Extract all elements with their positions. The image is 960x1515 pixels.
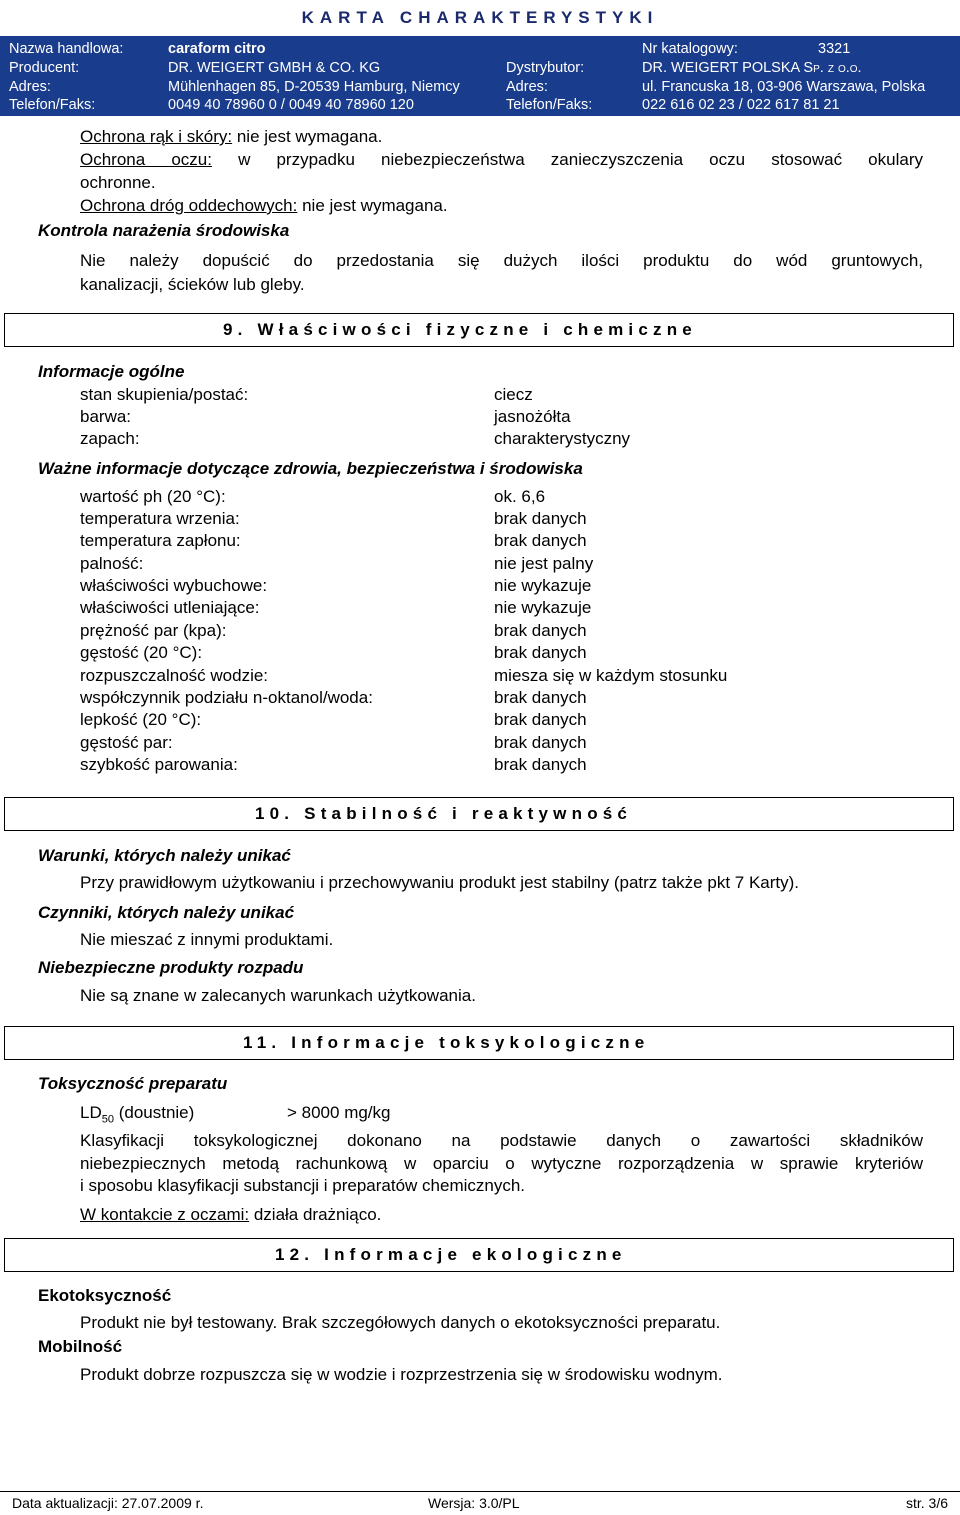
property-value: brak danych: [494, 531, 587, 550]
ecotoxicity-heading: Ekotoksyczność: [38, 1286, 172, 1305]
footer-version: Wersja: 3.0/PL: [428, 1495, 520, 1511]
eye-protection-line: [80, 150, 923, 170]
property-label: właściwości wybuchowe:: [80, 576, 268, 595]
producer-address-label: Adres:: [9, 79, 51, 95]
property-label: szybkość parowania:: [80, 755, 238, 774]
important-info-heading: Ważne informacje dotyczące zdrowia, bezpieczeństwa i środowiska: [38, 459, 583, 478]
ld-route: (doustnie): [113, 1103, 195, 1122]
producer-phone-value: 0049 40 78960 0 / 0049 40 78960 120: [168, 97, 414, 113]
general-info-heading: Informacje ogólne: [38, 362, 185, 381]
eye-contact-label: W kontakcie z oczami:: [80, 1205, 250, 1224]
classification-text-3: i sposobu klasyfikacji substancji i preparatów chemicznych.: [80, 1176, 526, 1195]
property-value: jasnożółta: [494, 407, 571, 426]
mobility-text: Produkt dobrze rozpuszcza się w wodzie i rozprzestrzenia się w środowisku wodnym.: [80, 1365, 723, 1384]
footer-page-number: str. 3/6: [905, 1495, 948, 1511]
property-value: brak danych: [494, 710, 587, 729]
distributor-label: Dystrybutor:: [506, 60, 585, 76]
respiratory-protection-label: Ochrona dróg oddechowych:: [80, 196, 298, 215]
env-control-text-1: Nie należy dopuścić do przedostania się dużych ilości produktu do wód gruntowych,: [80, 251, 923, 270]
eye-protection-text: w przypadku niebezpieczeństwa zanieczyszczenia oczu stosować okulary: [211, 150, 923, 169]
section-12-header: [4, 1238, 954, 1272]
env-control-text-2: kanalizacji, ścieków lub gleby.: [80, 275, 305, 294]
property-label: wartość ph (20 °C):: [80, 487, 226, 506]
distributor-phone-value: 022 616 02 23 / 022 617 81 21: [642, 97, 840, 113]
header-row-phone: [0, 97, 960, 117]
section-11-header: [4, 1026, 954, 1060]
property-label: stan skupienia/postać:: [80, 385, 249, 404]
property-value: brak danych: [494, 733, 587, 752]
header-row-producer: [0, 60, 960, 80]
distributor-phone-label: Telefon/Faks:: [506, 97, 593, 113]
property-value: brak danych: [494, 621, 587, 640]
property-label: zapach:: [80, 429, 140, 448]
eye-contact-text: działa drażniąco.: [249, 1205, 382, 1224]
avoid-factors-heading: Czynniki, których należy unikać: [38, 903, 295, 922]
header-info-band: [0, 36, 960, 116]
header-row-address: [0, 79, 960, 99]
ld50-value: > 8000 mg/kg: [287, 1103, 391, 1122]
hand-protection-text: nie jest wymagana.: [232, 127, 383, 146]
property-label: właściwości utleniające:: [80, 598, 260, 617]
avoid-conditions-text: Przy prawidłowym użytkowaniu i przechowywaniu produkt jest stabilny (patrz także pkt 7 Karty).: [80, 873, 800, 892]
property-value: nie wykazuje: [494, 598, 592, 617]
hand-protection-label: Ochrona rąk i skóry:: [80, 127, 233, 146]
section-11-title: 11. Informacje toksykologiczne: [243, 1033, 650, 1052]
section-10-title: 10. Stabilność i reaktywność: [255, 804, 633, 823]
property-value: brak danych: [494, 509, 587, 528]
producer-value: DR. WEIGERT GMBH & CO. KG: [168, 60, 381, 76]
property-value: nie wykazuje: [494, 576, 592, 595]
distributor-address-label: Adres:: [506, 79, 548, 95]
property-value: miesza się w każdym stosunku: [494, 666, 728, 685]
property-value: brak danych: [494, 688, 587, 707]
property-label: rozpuszczalność wodzie:: [80, 666, 269, 685]
footer-update-date: Data aktualizacji: 27.07.2009 r.: [12, 1495, 204, 1511]
distributor-value: DR. WEIGERT POLSKA Sp. z o.o.: [642, 60, 862, 76]
ecotoxicity-text: Produkt nie był testowany. Brak szczegółowych danych o ekotoksyczności preparatu.: [80, 1313, 721, 1332]
respiratory-protection-line: [80, 196, 448, 216]
header-row-name: [0, 41, 960, 61]
toxicity-heading: Toksyczność preparatu: [38, 1074, 228, 1093]
mobility-heading: Mobilność: [38, 1337, 123, 1356]
property-label: temperatura zapłonu:: [80, 531, 241, 550]
distributor-address-value: ul. Francuska 18, 03-906 Warszawa, Polska: [642, 79, 926, 95]
property-label: gęstość (20 °C):: [80, 643, 203, 662]
property-value: brak danych: [494, 755, 587, 774]
trade-name-label: Nazwa handlowa:: [9, 41, 124, 57]
eye-protection-label: Ochrona oczu:: [80, 150, 212, 169]
env-control-heading: Kontrola narażenia środowiska: [38, 221, 290, 240]
property-value: ok. 6,6: [494, 487, 546, 506]
decomposition-heading: Niebezpieczne produkty rozpadu: [38, 958, 304, 977]
property-label: barwa:: [80, 407, 132, 426]
eye-contact-line: [80, 1205, 381, 1225]
trade-name-value: caraform citro: [168, 41, 266, 57]
property-value: charakterystyczny: [494, 429, 631, 448]
document-title: KARTA CHARAKTERYSTYKI: [301, 8, 659, 27]
decomposition-text: Nie są znane w zalecanych warunkach użytkowania.: [80, 986, 476, 1005]
respiratory-protection-text: nie jest wymagana.: [297, 196, 448, 215]
ld50-label: [80, 1103, 194, 1125]
section-9-title: 9. Właściwości fizyczne i chemiczne: [223, 320, 697, 339]
property-value: nie jest palny: [494, 554, 594, 573]
section-9-header: [4, 313, 954, 347]
producer-label: Producent:: [9, 60, 80, 76]
property-label: palność:: [80, 554, 144, 573]
avoid-conditions-heading: Warunki, których należy unikać: [38, 846, 291, 865]
section-12-title: 12. Informacje ekologiczne: [275, 1245, 627, 1264]
producer-address-value: Mühlenhagen 85, D-20539 Hamburg, Niemcy: [168, 79, 460, 95]
classification-text-2: niebezpiecznych metodą rachunkową w oparciu o wytyczne rozporządzenia w sprawie kryteriów: [80, 1154, 923, 1173]
property-label: lepkość (20 °C):: [80, 710, 202, 729]
hand-protection-line: [80, 127, 382, 147]
section-10-header: [4, 797, 954, 831]
catalog-number-value: 3321: [818, 41, 851, 57]
footer-divider: [0, 1491, 960, 1492]
ld-subscript: 50: [101, 1113, 114, 1126]
ld-symbol: LD: [80, 1103, 102, 1122]
property-label: temperatura wrzenia:: [80, 509, 240, 528]
property-label: prężność par (kpa):: [80, 621, 227, 640]
producer-phone-label: Telefon/Faks:: [9, 97, 96, 113]
property-value: ciecz: [494, 385, 533, 404]
catalog-number-label: Nr katalogowy:: [642, 41, 738, 57]
avoid-factors-text: Nie mieszać z innymi produktami.: [80, 930, 334, 949]
property-label: gęstość par:: [80, 733, 173, 752]
eye-protection-line-2: ochronne.: [80, 173, 156, 192]
property-value: brak danych: [494, 643, 587, 662]
property-label: współczynnik podziału n-oktanol/woda:: [80, 688, 373, 707]
classification-text-1: Klasyfikacji toksykologicznej dokonano na podstawie danych o zawartości składników: [80, 1131, 923, 1150]
